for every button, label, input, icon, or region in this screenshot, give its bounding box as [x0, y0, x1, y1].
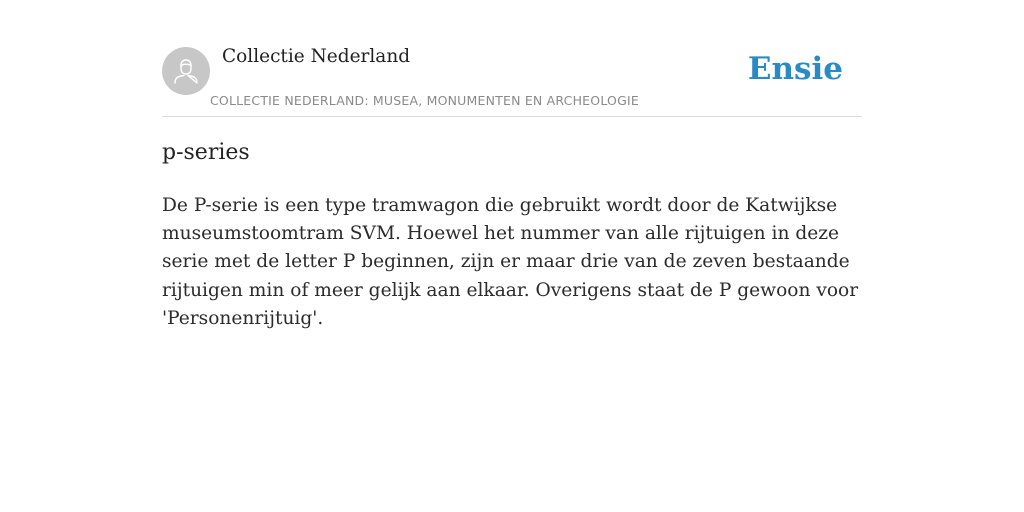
- entry-header: [162, 46, 862, 117]
- entry-body: De P-serie is een type tramwagon die gebruikt wordt door de Katwijkse museumstoomtram SVM. Hoewel het nummer van alle rijtuigen in deze serie met de letter P beginnen, zijn er maar drie van de zeven bestaande rijtuigen min of meer gelijk aan elkaar. Overigens staat de P gewoon voor 'Personenrijtuig'.: [162, 195, 859, 329]
- brand-logo[interactable]: Ensie: [747, 51, 843, 87]
- author-subtitle[interactable]: COLLECTIE NEDERLAND: MUSEA, MONUMENTEN EN ARCHEOLOGIE: [210, 93, 639, 108]
- avatar[interactable]: [162, 47, 210, 95]
- user-avatar-icon: [171, 56, 201, 86]
- entry-title: p-series: [162, 140, 250, 165]
- author-name[interactable]: Collectie Nederland: [222, 46, 411, 67]
